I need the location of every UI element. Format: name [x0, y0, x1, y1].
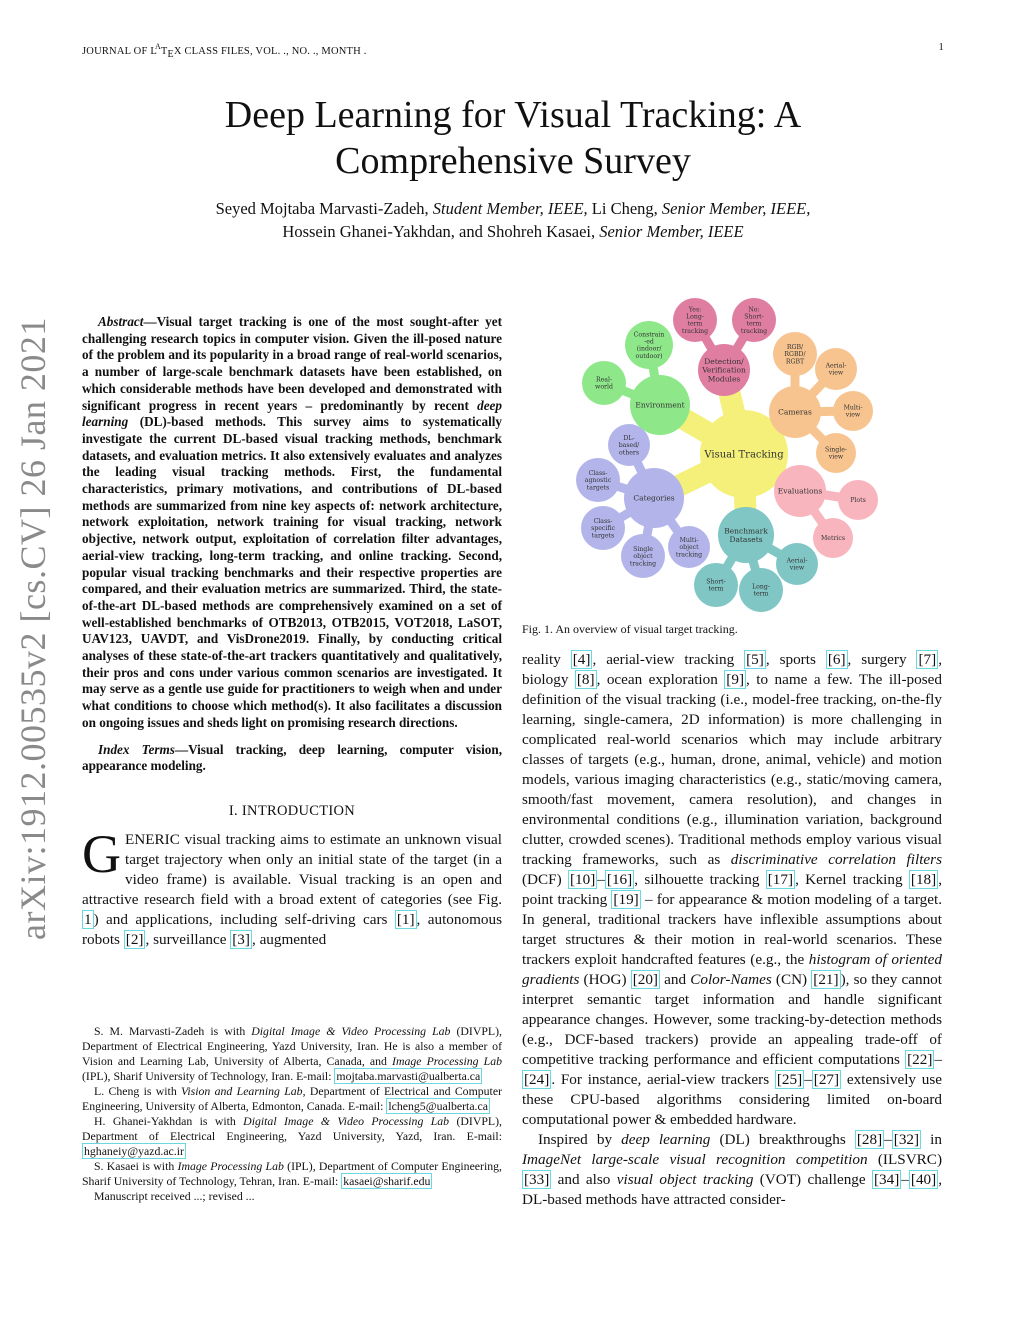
- page-number: 1: [938, 42, 944, 53]
- author-line-1: Seyed Mojtaba Marvasti-Zadeh, Student Member, IEEE, Li Cheng, Senior Member, IEEE,: [215, 199, 811, 218]
- metrics-label: Metrics: [820, 535, 846, 543]
- intro-paragraph-left: GENERIC visual tracking aims to estimate an unknown visual target trajectory when only an initial state of the target (in a video frame) is available. Visual tracking is an open and attractive research field with a broad extent of categories (see Fig. 1 ) and applications, including self-driving cars [1] , autonomous robots [2] , surveillance [3] , augmented: [82, 823, 502, 948]
- citation[interactable]: [2]: [125, 930, 144, 948]
- figure-1-caption: Fig. 1. An overview of visual target tracking.: [522, 622, 738, 636]
- footnote-author-2: L. Cheng is with Vision and Learning Lab, Department of Electrical and Computer Engineering, University of Alberta, Edmonton, Canada. E-mail: lcheng5@ualberta.ca: [82, 1084, 502, 1113]
- citation[interactable]: [8]: [576, 671, 595, 688]
- plots-label: Plots: [850, 497, 866, 505]
- email-link[interactable]: lcheng5@ualberta.ca: [388, 1099, 488, 1113]
- email-link[interactable]: kasaei@sharif.edu: [343, 1174, 431, 1188]
- rgb-label: RGB/ RGBD/ RGBT: [784, 344, 806, 366]
- right-column: [522, 650, 942, 1210]
- citation[interactable]: [3]: [232, 930, 250, 948]
- citation[interactable]: [17]: [767, 871, 794, 888]
- long-term-label: Long-term: [752, 583, 770, 598]
- citation[interactable]: [25]: [776, 1071, 803, 1088]
- aerial-view-bench-label: Aerial-view: [786, 557, 808, 572]
- citation[interactable]: [20]: [632, 971, 658, 988]
- intro-paragraph-right-1: reality [4] , aerial-view tracking [5] , sports [6] , surgery [7] , biology [8] , ocean exploration [9] , to name a few. The ill-posed definition of the visual tracking (i.e., model-free tracking, on-the-fly learning, single-camera, 2D information) is more challenging in complicated real-world scenarios which may include arbitrary classes of targets (e.g., human, drone, animal, vehicle) and motion models, various imaging characteristics (e.g., static/moving camera, smooth/fast movement, camera resolution), and changes in environmental conditions (e.g., illumination variation, background clutter, crowded scenes). Traditional methods employ various visual tracking frameworks, such as discriminative correlation filters (DCF) [10] – [16] , silhouette tracking [17] , Kernel tracking [18] , point tracking [19] – for appearance & motion modeling of a target. In general, traditional trackers have inflexible assumptions about target structures & their motion in real-world scenarios. These trackers exploit handcrafted features (e.g., the histogram of oriented gradients (HOG) [20] and Color-Names (CN) [21] ), so they cannot interpret semantic target information and handle significant appearance changes. However, some tracking-by-detection methods (e.g., DCF-based trackers) provide an appealing trade-off of competitive tracking performance and efficient computations [22] –[24] . For instance, aerial-view trackers [25] – [27] extensively use these CPU-based algorithms considering limited on-board computational power & embedded hardware.: [522, 651, 943, 1128]
- citation[interactable]: [7]: [918, 651, 937, 668]
- cameras-label: Cameras: [778, 407, 812, 417]
- figure-1-diagram: [522, 292, 942, 622]
- overview-mindmap: [522, 292, 942, 622]
- citation[interactable]: [33]: [524, 1171, 550, 1188]
- intro-paragraph-right-2: Inspired by deep learning (DL) breakthroughs [28] – [32] in ImageNet large-scale visual recognition competition (ILSVRC) [33] and also visual object tracking (VOT) challenge [34] – [40] , DL-based methods have attracted consider-: [522, 1131, 942, 1208]
- real-world-label: Real-world: [595, 376, 613, 391]
- title-line-1: Deep Learning for Visual Tracking: A: [224, 94, 802, 136]
- citation[interactable]: [32]: [893, 1131, 920, 1148]
- constrained-label: Constrain -ed (indoor/ outdoor): [633, 331, 665, 360]
- citation[interactable]: [28]: [856, 1131, 883, 1148]
- manuscript-note: Manuscript received ...; revised ...: [94, 1189, 255, 1203]
- affiliation-footnotes: [82, 1024, 502, 1204]
- author-line-2: Hossein Ghanei-Yakhdan, and Shohreh Kasaei, Senior Member, IEEE: [282, 222, 744, 241]
- section-heading-introduction: I. INTRODUCTION: [228, 802, 356, 819]
- citation[interactable]: [27]: [813, 1071, 840, 1088]
- environment-label: Environment: [635, 400, 685, 410]
- citation[interactable]: [16]: [606, 871, 633, 888]
- multi-view-label: Multi-view: [843, 404, 863, 419]
- citation[interactable]: [34]: [873, 1171, 900, 1188]
- footnote-author-3: H. Ghanei-Yakhdan is with Digital Image & Video Processing Lab (DIVPL), Department of Electrical Engineering, Yazd University, Yazd, Iran. E-mail: hghaneiy@yazd.ac.ir: [82, 1114, 502, 1158]
- author-list: [82, 197, 944, 243]
- long-term-yes-label: Yes: Long-term tracking: [681, 306, 709, 335]
- citation[interactable]: [21]: [813, 971, 839, 988]
- citation[interactable]: [22]: [907, 1051, 933, 1068]
- title-line-2: Comprehensive Survey: [335, 140, 691, 182]
- citation[interactable]: [19]: [613, 891, 639, 908]
- benchmark-datasets-label: Benchmark Datasets: [724, 526, 768, 544]
- citation[interactable]: [5]: [746, 651, 764, 668]
- citation[interactable]: [40]: [910, 1171, 937, 1188]
- short-term-label: Short-term: [706, 578, 726, 593]
- visual-tracking-label: Visual Tracking: [704, 449, 784, 461]
- citation[interactable]: [4]: [572, 651, 591, 668]
- multi-object-label: Multi-object tracking: [675, 537, 703, 559]
- index-terms: Index Terms—Visual tracking, deep learning, computer vision, appearance modeling.: [82, 741, 502, 774]
- email-link[interactable]: mojtaba.marvasti@ualberta.ca: [336, 1069, 481, 1083]
- footnote-author-1: S. M. Marvasti-Zadeh is with Digital Image & Video Processing Lab (DIVPL), Department of Electrical Engineering, Yazd University, Iran. He is also a member of Vision and Learning Lab, University of Alberta, Canada, and Image Processing Lab (IPL), Sharif University of Technology, Iran. E-mail: mojtaba.marvasti@ualberta.ca: [82, 1024, 502, 1083]
- dl-based-label: DL-based/ others: [618, 435, 640, 457]
- paper-title: [82, 92, 944, 184]
- arxiv-identifier: arXiv:1912.00535v2 [cs.CV] 26 Jan 2021: [13, 317, 53, 940]
- aerial-view-cam-label: Aerial-view: [825, 362, 847, 377]
- left-column: [82, 314, 502, 950]
- class-specific-label: Class-specific targets: [591, 518, 615, 540]
- single-view-label: Single-view: [825, 446, 847, 461]
- categories-label: Categories: [633, 493, 675, 503]
- evaluations-label: Evaluations: [777, 486, 823, 496]
- citation[interactable]: [9]: [726, 671, 745, 688]
- citation[interactable]: [1]: [396, 910, 415, 928]
- citation[interactable]: [6]: [827, 651, 846, 668]
- journal-name: JOURNAL OF $L^AT_EX$ CLASS FILES, VOL. ., NO. ., MONTH .: [82, 42, 367, 60]
- abstract: Abstract—Visual target tracking is one of the most sought-after yet challenging research topics in computer vision. Given the ill-posed nature of the problem and its popularity in a broad range of real-world scenarios, a number of large-scale benchmark datasets have been established, on which considerable methods have been developed and demonstrated with significant progress in recent years – predominantly by recent deep learning (DL)-based methods. This survey aims to systematically investigate the current DL-based visual tracking methods, benchmark datasets, and evaluation metrics. It also extensively evaluates and analyzes the leading visual tracking methods. First, the fundamental characteristics, primary motivations, and contributions of DL-based methods are summarized from nine key aspects of: network architecture, network exploitation, network training for visual tracking, network objective, network output, exploitation of correlation filter advantages, aerial-view tracking, long-term tracking, and online tracking. Second, popular visual tracking benchmarks and their respective properties are compared, and their evaluation metrics are summarized. Third, the state-of-the-art DL-based methods are comprehensively examined on a set of well-established benchmarks of OTB2013, OTB2015, VOT2018, LaSOT, UAV123, UAVDT, and VisDrone2019. Finally, by conducting critical analyses of these state-of-the-art trackers quantitatively and qualitatively, their pros and cons under various common scenarios are investigated. It may serve as a gentle use guide for practitioners to weigh when and under what conditions to choose which method(s). It also facilitates a discussion on ongoing issues and sheds light on promising research directions.: [82, 314, 502, 730]
- citation[interactable]: [24]: [524, 1071, 550, 1088]
- running-head: [82, 42, 944, 60]
- single-object-label: Single object tracking: [629, 546, 657, 568]
- figure-reference[interactable]: 1: [84, 910, 92, 928]
- detection-verification-label: Detection/ Verification Modules: [702, 357, 746, 384]
- drop-cap: G: [82, 823, 121, 884]
- short-term-no-label: No: Short-term tracking: [740, 306, 768, 335]
- email-link[interactable]: hghaneiy@yazd.ac.ir: [84, 1144, 184, 1158]
- citation[interactable]: [10]: [569, 871, 596, 888]
- footnote-author-4: S. Kasaei is with Image Processing Lab (IPL), Department of Computer Engineering, Sharif University of Technology, Tehran, Iran. E-mail: kasaei@sharif.edu: [82, 1159, 502, 1188]
- citation[interactable]: [18]: [910, 871, 937, 888]
- class-agnostic-label: Class-agnostic targets: [584, 470, 612, 492]
